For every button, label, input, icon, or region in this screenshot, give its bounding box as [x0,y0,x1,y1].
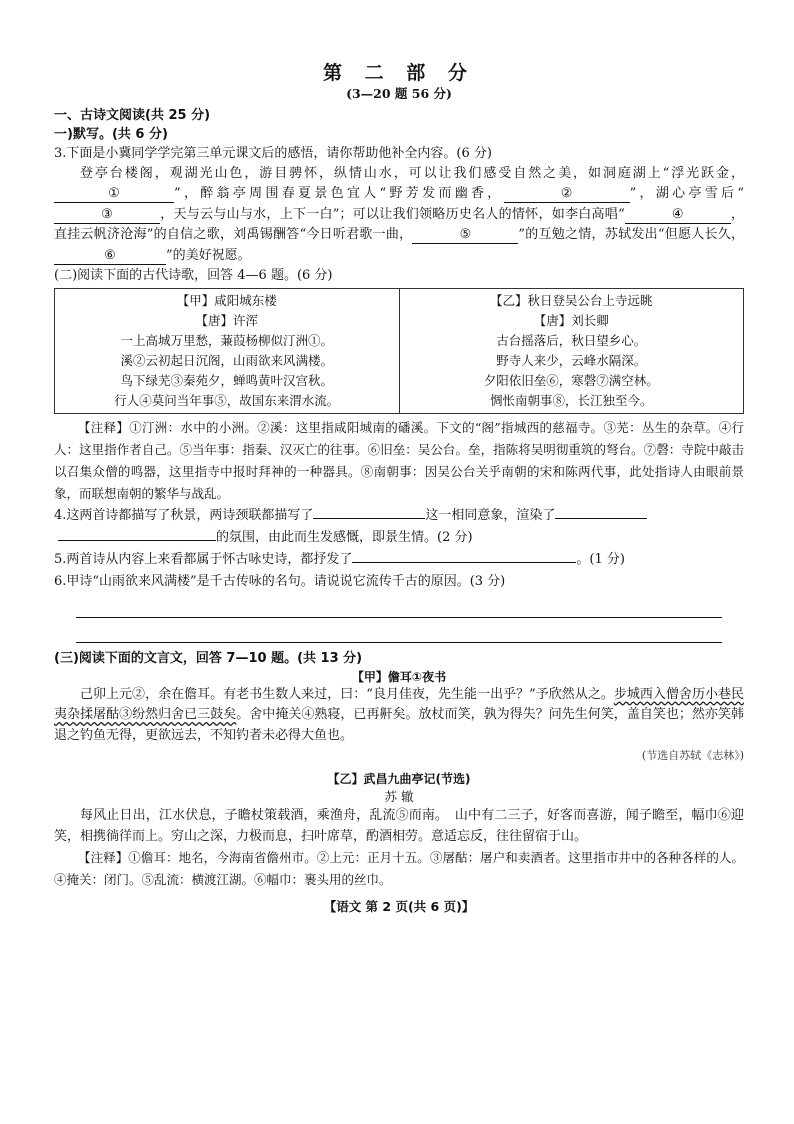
poems-table [54,288,744,414]
question-4: 4.这两首诗都描写了秋景，两诗颈联都描写了 这一相同意象，渲染了 的氛围，由此而生发感慨，即景生情。(2 分) [54,505,744,549]
question-3-passage: 登亭台楼阁，观湖光山色，游目骋怀，纵情山水，可以让我们感受自然之美，如洞庭湖上“浮光跃金，① ”，醉翁亭周围春夏景色宜人“野芳发而幽香， ② ”，湖心亭雪后“③ ，天与云与山与水，上下一白”；可以让我们领略历史名人的情怀，如李白高唱“ ④ ，直挂云帆济沧海”的自信之歌，刘禹锡酬答“今日听君歌一曲， ⑤ ”的互勉之情，苏轼发出“但愿人长久，⑥ ”的美好祝愿。 [54,165,745,263]
text-a-title: 【甲】儋耳①夜书 [351,669,447,684]
poem-a-author: 【唐】许浑 [195,312,258,328]
q5-blank[interactable] [352,562,576,563]
section-heading: 一、古诗文阅读(共 25 分) [54,108,211,123]
blank-2[interactable]: ② [504,186,630,203]
page-title: 第 二 部 分 [323,62,475,84]
question-3: 3.下面是小冀同学学完第三单元课文后的感悟，请你帮助他补全内容。(6 分) [54,146,492,161]
wavy-underlined-sentence: 步城西入僧舍历小巷民夷杂揉屠酤③纷然归舍已三鼓矣 [54,686,744,722]
q4-blank-1[interactable] [313,518,425,519]
text-notes: 【注释】①儋耳：地名，今海南省儋州市。②上元：正月十五。③屠酤：屠户和卖酒者。这里指市井中的各种各样的人。④掩关：闭门。⑤乱流：横渡江湖。⑥幅巾：裹头用的丝巾。 [54,850,744,887]
blank-5[interactable]: ⑤ [412,227,518,244]
blank-6[interactable]: ⑥ [54,248,166,265]
poem-notes: 【注释】①汀洲：水中的小洲。②溪：这里指咸阳城南的磻溪。下文的“阁”指城西的慈福寺。③芜：丛生的杂草。④行人：这里指作者自己。⑤当年事：指秦、汉灭亡的往事。⑥旧垒：吴公台。垒，指陈将吴明彻重筑的弩台。⑦磬：寺院中敲击以召集众僧的鸣器，这里指寺中报时拜神的一种器具。⑧南朝事：因吴公台关乎南朝的宋和陈两代事，此处指诗人由眼前景象，而联想南朝的繁华与战乱。 [54,419,744,501]
poem-line: 行人④莫问当年事⑤，故国东来渭水流。 [114,392,340,408]
poem-line: 溪②云初起日沉阁，山雨欲来风满楼。 [120,352,333,368]
q4-blank-2[interactable] [555,518,647,519]
blank-3[interactable]: ③ [54,207,160,224]
text-b-title: 【乙】武昌九曲亭记(节选) [327,772,471,786]
poem-b [399,288,744,413]
text-b-body: 每风止日出，江水伏息，子瞻杖策载酒，乘渔舟，乱流⑤而南。 山中有二三子，好客而喜游，闻子瞻至，幅巾⑥迎笑，相携徜徉而上。穷山之深，力极而息，扫叶席草，酌酒相劳。意适忘反，往往留宿于山。 [54,808,744,844]
part2-heading: (二)阅读下面的古代诗歌，回答 4—6 题。(6 分) [54,268,333,283]
poem-line: 一上高城万里愁，蒹葭杨柳似汀洲①。 [120,332,333,348]
q4-blank-3[interactable] [58,540,216,541]
poem-a-title: 【甲】咸阳城东楼 [176,292,277,308]
page-footer: 【语文 第 2 页(共 6 页)】 [323,899,475,914]
exam-page [54,54,744,915]
poem-b-author: 【唐】刘长卿 [533,312,609,328]
poem-line: 鸟下绿芜③秦苑夕，蝉鸣黄叶汉宫秋。 [120,372,333,388]
text-a-body: 己卯上元②，余在儋耳。有老书生数人来过，曰：“良月佳夜，先生能一出乎？”予欣然从之。步城西入僧舍历小巷民夷杂揉屠酤③纷然归舍已三鼓矣。舍中掩关④熟寝，已再鼾矣。放杖而笑，孰为得失？问先生何笑，盖自笑也；然亦笑韩退之钓鱼无得，更欲远去，不知钓者未必得大鱼也。 [54,686,744,743]
part1-heading: 一)默写。(共 6 分) [54,127,168,142]
poem-a [55,288,400,413]
blank-4[interactable]: ④ [625,207,731,224]
text-a-source: (节选自苏轼《志林》) [641,749,744,762]
question-5: 5.两首诗从内容上来看都属于怀古咏史诗，都抒发了 。(1 分) [54,551,625,567]
poem-b-title: 【乙】秋日登吴公台上寺远眺 [489,292,653,308]
q6-answer-line-1[interactable] [76,593,722,618]
question-6: 6.甲诗“山雨欲来风满楼”是千古传咏的名句。请说说它流传千古的原因。(3 分) [54,573,506,589]
poem-line: 野寺人来少，云峰水隔深。 [496,352,647,368]
poem-line: 古台摇落后，秋日望乡心。 [496,332,647,348]
text-b-author: 苏 辙 [384,789,414,804]
poem-line: 惆怅南朝事⑧，长江独至今。 [489,392,653,408]
q6-answer-line-2[interactable] [76,618,722,643]
page-subtitle: (3—20 题 56 分) [346,86,452,101]
poem-line: 夕阳依旧垒⑥，寒磬⑦满空林。 [483,372,659,388]
blank-1[interactable]: ① [54,186,174,203]
part3-heading: (三)阅读下面的文言文，回答 7—10 题。(共 13 分) [54,650,363,666]
